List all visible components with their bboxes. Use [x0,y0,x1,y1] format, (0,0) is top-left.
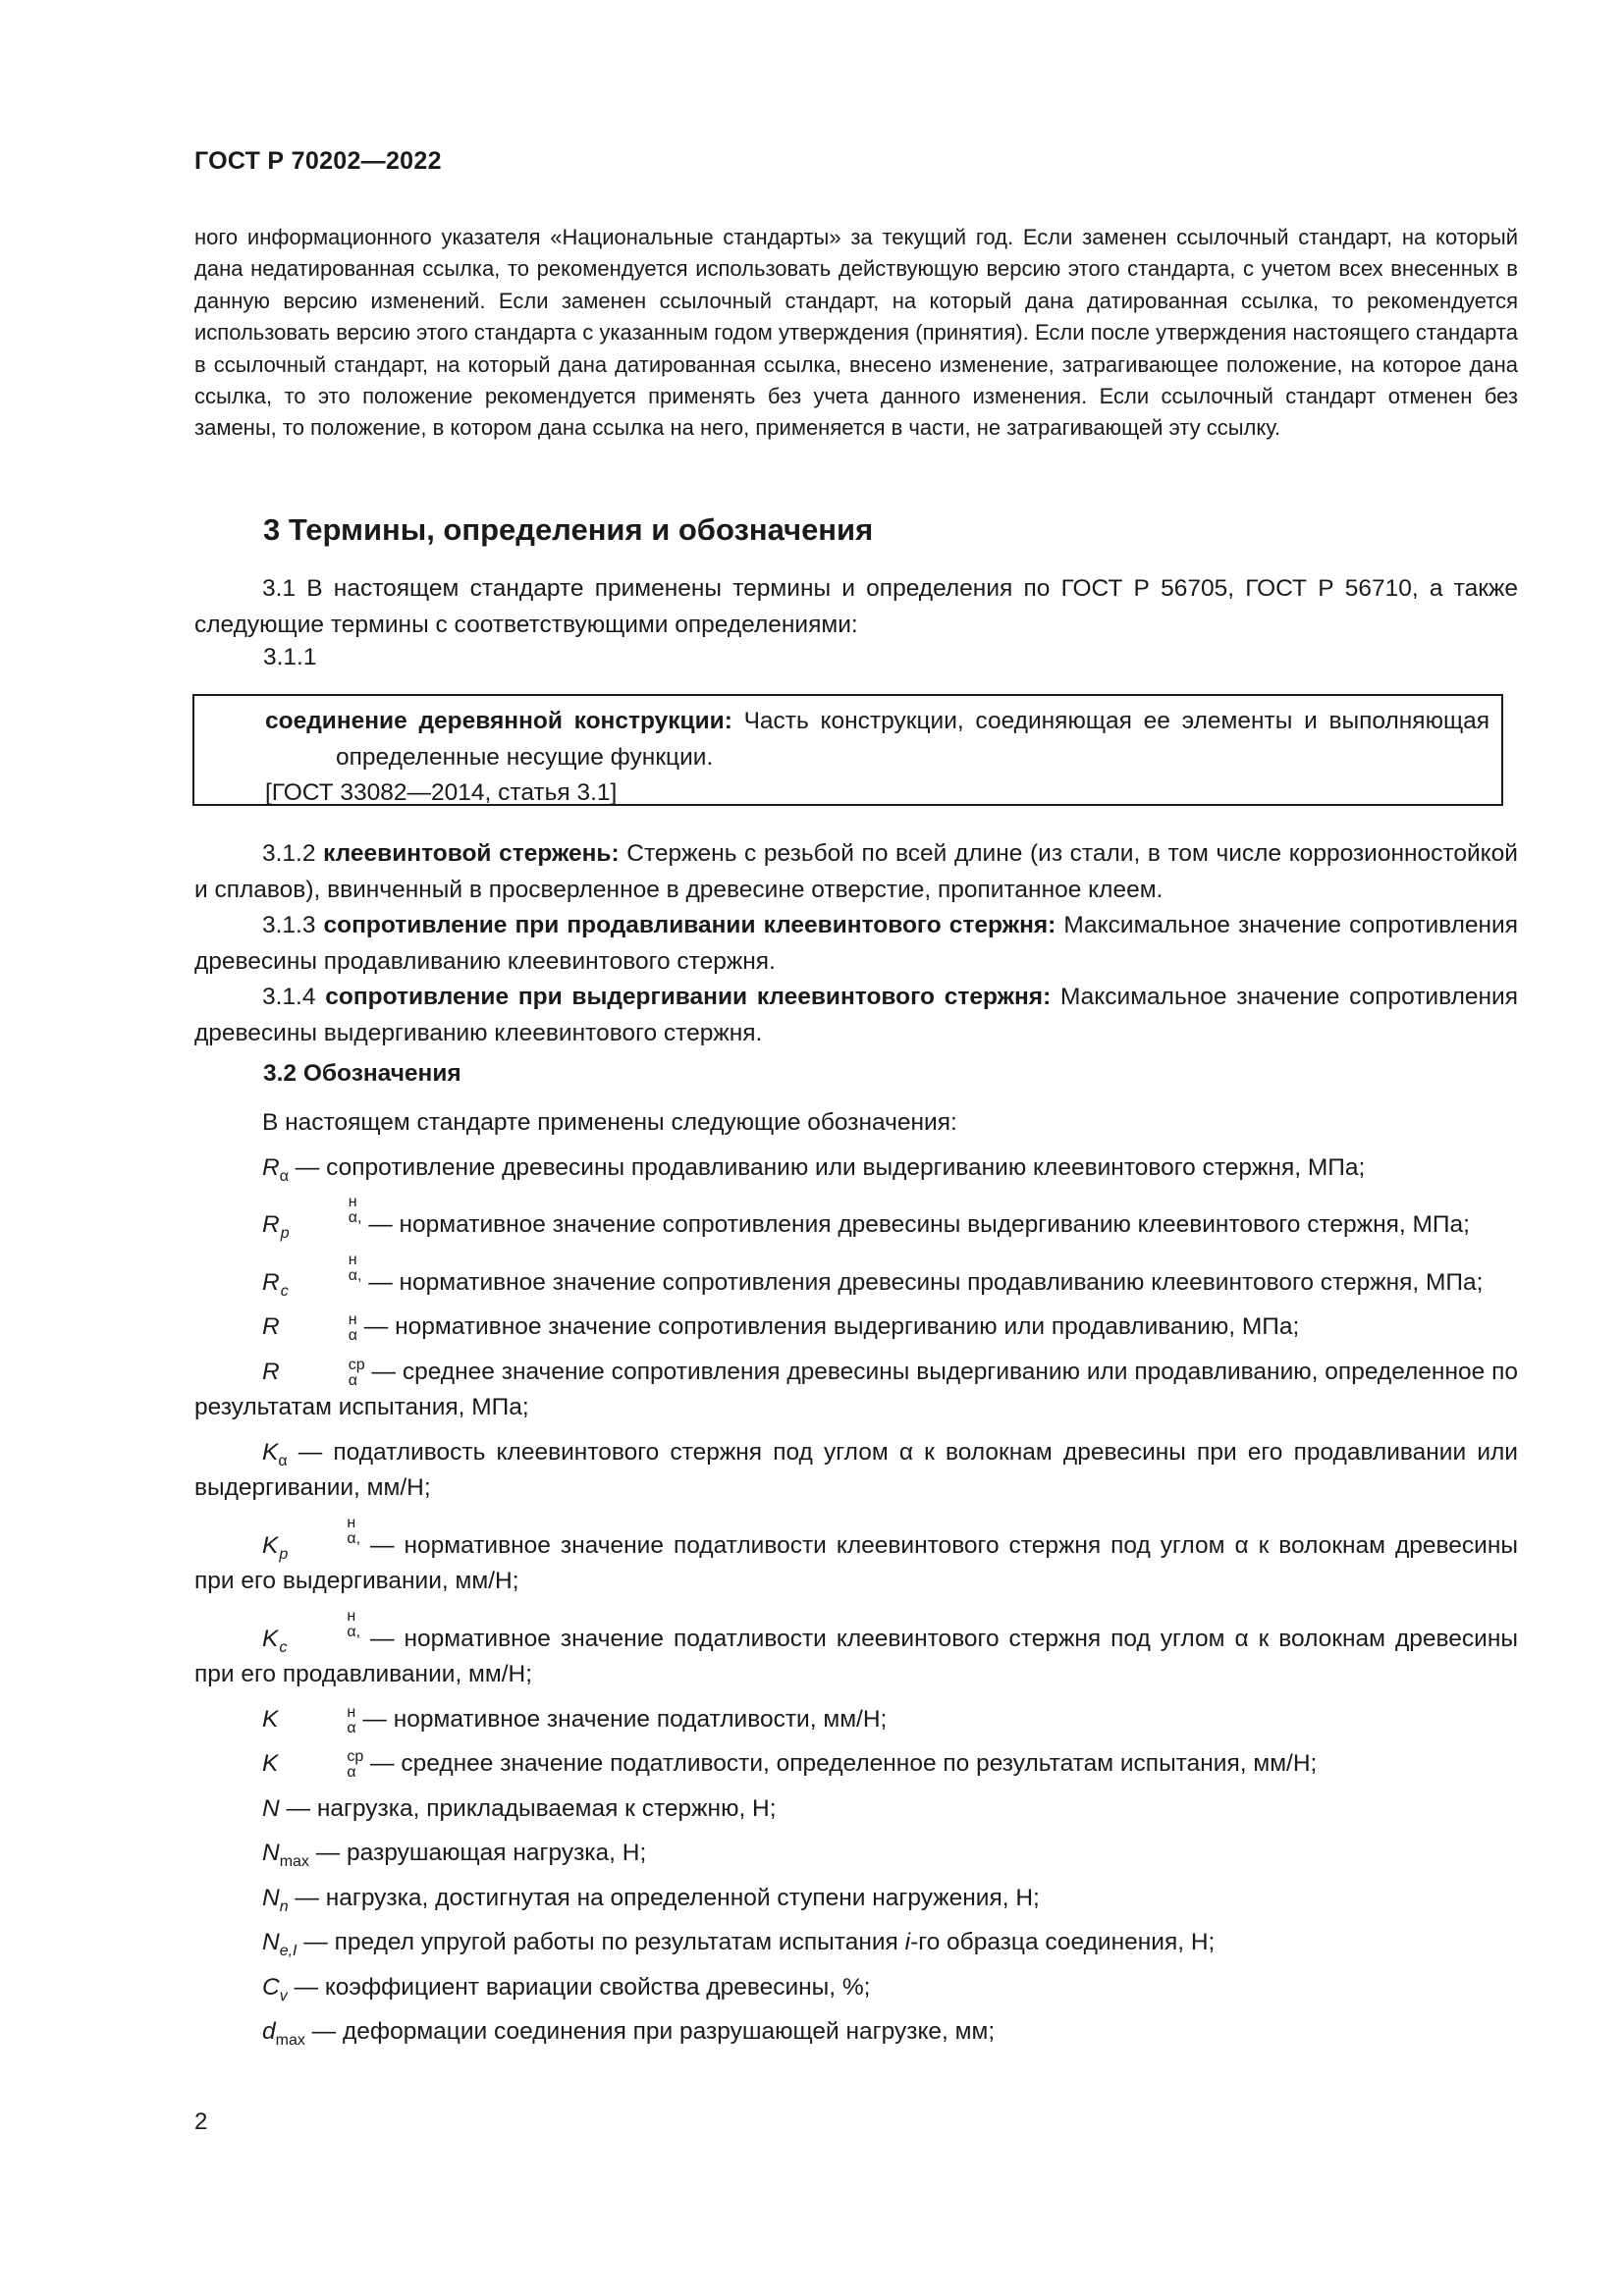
section-title: 3 Термины, определения и обозначения [263,512,874,547]
term-3-1-3: 3.1.3 сопротивление при продавливании клеевинтового стержня: Максимальное значение сопротивления древесины продавливанию клеевинтового стержня. [194,912,1518,975]
term-definitions [194,836,1518,1051]
symbol-item: R ср α — среднее значение сопротивления древесины выдергиванию или продавливанию, определенное по результатам испытания, МПа; [194,1356,1518,1420]
symbol-item: K н α, p — нормативное значение податливости клеевинтового стержня под углом α к волокнам древесины при его выдергивании, мм/Н; [194,1514,1518,1594]
symbol-item: K н α — нормативное значение податливости, мм/Н; [262,1703,888,1736]
symbol-item: $C_v$ — коэффициент вариации свойства древесины, %; [262,1973,871,2004]
symbol-item: $R_\alpha$ — сопротивление древесины продавливанию или выдергиванию клеевинтового стержня, МПа; [262,1153,1366,1185]
clause-3-1: 3.1 В настоящем стандарте применены термины и определения по ГОСТ Р 56705, ГОСТ Р 56710, а также следующие термины с соответствующими определениями: [194,575,1518,638]
page-number: 2 [194,2109,208,2135]
symbol-item: N — нагрузка, прикладываемая к стержню, Н; [262,1794,777,1822]
term-box-definition [265,704,1489,775]
symbol-item: K н α, c — нормативное значение податливости клеевинтового стержня под углом α к волокнам древесины при его продавливании, мм/Н; [194,1607,1518,1687]
symbol-item: $K_\alpha$ — податливость клеевинтового стержня под углом α к волокнам древесины при его продавливании или выдергивании, мм/Н; [194,1438,1518,1501]
symbol-item: R н α, c — нормативное значение сопротивления древесины продавливанию клеевинтового стержня, МПа; [262,1251,1484,1300]
symbol-item: $d_{max}$ — деформации соединения при разрушающей нагрузке, мм; [262,2018,996,2049]
term-3-1-4: 3.1.4 сопротивление при выдергивании клеевинтового стержня: Максимальное значение сопротивления древесины выдергиванию клеевинтового стержня. [194,984,1518,1046]
intro-paragraph: ного информационного указателя «Национальные стандарты» за текущий год. Если заменен ссылочный стандарт, на который дана недатированная ссылка, то рекомендуется использовать действующую версию этого стандарта, с учетом всех внесенных в данную версию изменений. Если заменен ссылочный стандарт, на который дана датированная ссылка, то рекомендуется использовать версию этого стандарта с указанным годом утверждения (принятия). Если после утверждения настоящего стандарта в ссылочный стандарт, на который дана датированная ссылка, внесено изменение, затрагивающее положение, на которое дана ссылка, то это положение рекомендуется применять без учета данного изменения. Если ссылочный стандарт отменен без замены, то положение, в котором дана ссылка на него, применяется в части, не затрагивающей эту ссылку. [194,225,1518,441]
subsection-title: 3.2 Обозначения [263,1060,461,1087]
symbol-item: R н α — нормативное значение сопротивления выдергиванию или продавливанию, МПа; [262,1311,1300,1344]
symbol-item: $N_{e,I}$ — предел упругой работы по результатам испытания i-го образца соединения, Н; [262,1929,1216,1959]
term-definition: Часть конструкции, соединяющая ее элементы и выполняющая определенные несущие функции. [336,708,1489,771]
symbols-list [194,1105,1518,2059]
clause-3-1-1-number: 3.1.1 [263,644,317,670]
symbols-intro: В настоящем стандарте применены следующие обозначения: [262,1109,957,1136]
symbol-item: $N_n$ — нагрузка, достигнутая на определенной ступени нагружения, Н; [262,1884,1040,1915]
term-box [192,694,1503,806]
term-source: [ГОСТ 33082—2014, статья 3.1] [265,779,618,806]
symbol-item: $N_{max}$ — разрушающая нагрузка, Н; [262,1840,647,1870]
term-3-1-2: 3.1.2 клеевинтовой стержень: Стержень с резьбой по всей длине (из стали, в том числе коррозионностойкой и сплавов), ввинченный в просверленное в древесине отверстие, пропитанное клеем. [194,840,1518,903]
term-name: соединение деревянной конструкции: [265,708,732,734]
symbol-item: K ср α — среднее значение податливости, определенное по результатам испытания, мм/Н; [262,1748,1318,1781]
symbol-item: R н α, p — нормативное значение сопротивления древесины выдергиванию клеевинтового стержня, МПа; [262,1194,1470,1242]
document-header: ГОСТ Р 70202—2022 [194,147,442,175]
